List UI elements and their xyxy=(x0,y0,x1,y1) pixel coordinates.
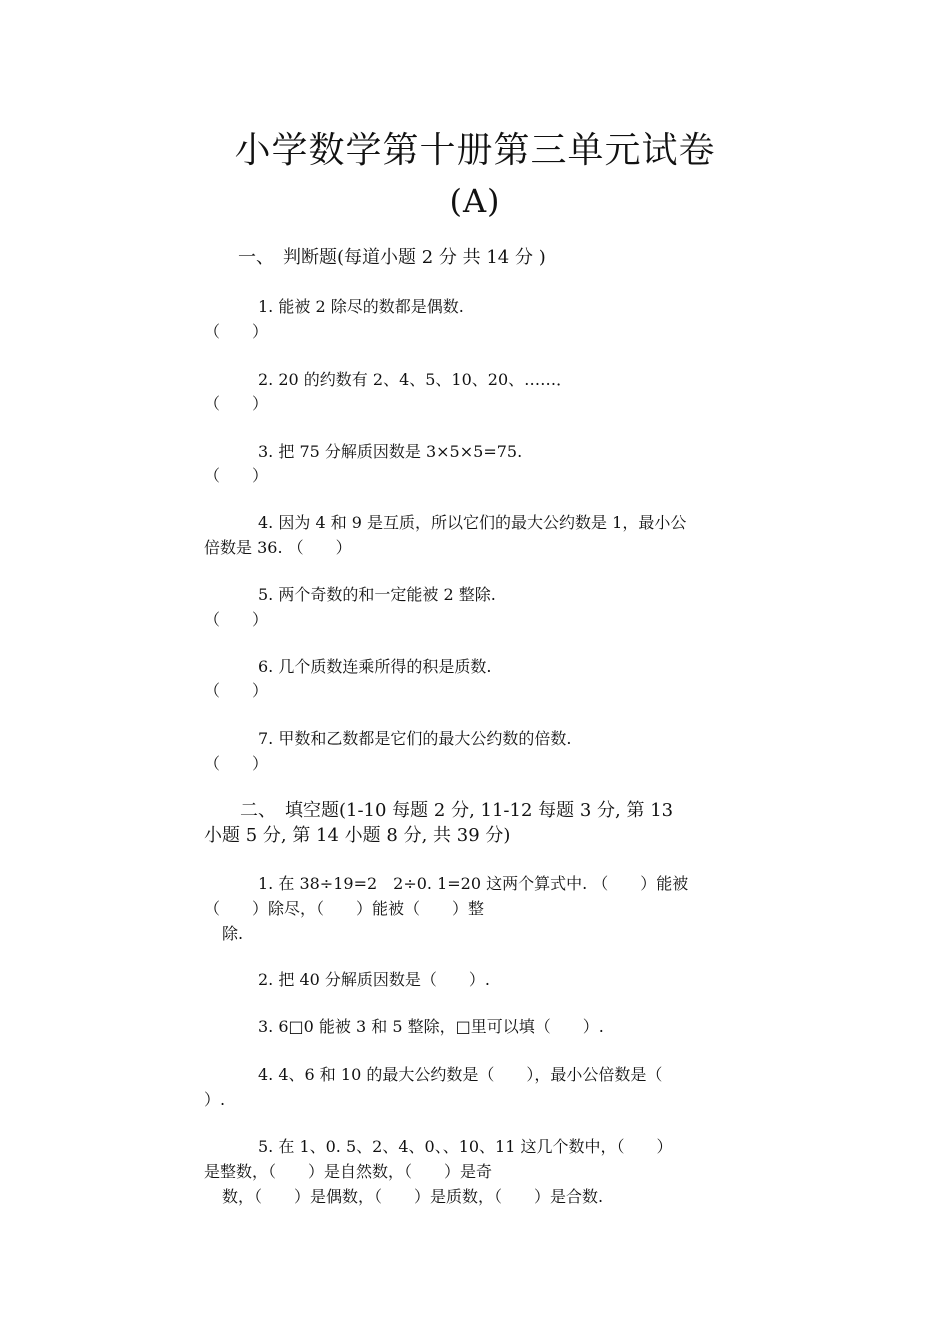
s1-q3-text: 3. 把 75 分解质因数是 3×5×5=75. xyxy=(258,442,523,461)
s2-q3-text: 3. 6□0 能被 3 和 5 整除，□里可以填（ ）. xyxy=(258,1017,604,1036)
s1-q1-answer-blank: （ ） xyxy=(204,322,269,341)
s2-q4-line1: 4. 4、6 和 10 的最大公约数是（ ），最小公倍数是（ xyxy=(258,1065,663,1084)
s2-q5-line2: 是整数，（ ）是自然数，（ ）是奇 xyxy=(204,1162,493,1181)
s1-q7-text: 7. 甲数和乙数都是它们的最大公约数的倍数. xyxy=(258,729,572,748)
s1-q2-text: 2. 20 的约数有 2、4、5、10、20、……． xyxy=(258,370,573,389)
section1-heading: 一、 判断题(每道小题 2 分 共 14 分 ) xyxy=(238,247,546,268)
s2-q2-text: 2. 把 40 分解质因数是（ ）. xyxy=(258,970,490,989)
s1-q6-text: 6. 几个质数连乘所得的积是质数. xyxy=(258,657,492,676)
s1-q5-text: 5. 两个奇数的和一定能被 2 整除. xyxy=(258,585,496,604)
s1-q4-text: 4. 因为 4 和 9 是互质，所以它们的最大公约数是 1，最小公 xyxy=(258,513,687,532)
s1-q5-answer-blank: （ ） xyxy=(204,610,269,629)
s1-q3-answer-blank: （ ） xyxy=(204,466,269,485)
s1-q1-text: 1. 能被 2 除尽的数都是偶数. xyxy=(258,297,464,316)
s2-q1-line3: 除. xyxy=(222,924,244,943)
s2-q1-line2: （ ）除尽，（ ）能被（ ）整 xyxy=(204,899,485,918)
section2-heading-continuation: 小题 5 分, 第 14 小题 8 分, 共 39 分) xyxy=(204,825,511,846)
s1-q2-answer-blank: （ ） xyxy=(204,394,269,413)
section2-heading: 二、 填空题(1-10 每题 2 分, 11-12 每题 3 分, 第 13 xyxy=(240,800,674,821)
s2-q5-line1: 5. 在 1、0. 5、2、4、0、、10、11 这几个数中，（ ） xyxy=(258,1137,673,1156)
exam-title-variant: (A) xyxy=(449,182,501,220)
s2-q5-line3: 数，（ ）是偶数，（ ）是质数，（ ）是合数. xyxy=(222,1187,604,1206)
s1-q6-answer-blank: （ ） xyxy=(204,681,269,700)
s2-q1-line1: 1. 在 38÷19=2 2÷0. 1=20 这两个算式中. （ ）能被 xyxy=(258,874,689,893)
s1-q4-continuation: 倍数是 36. （ ） xyxy=(204,538,352,557)
exam-title: 小学数学第十册第三单元试卷 xyxy=(234,130,716,171)
s2-q4-line2: ）. xyxy=(204,1090,226,1109)
s1-q7-answer-blank: （ ） xyxy=(204,754,269,773)
